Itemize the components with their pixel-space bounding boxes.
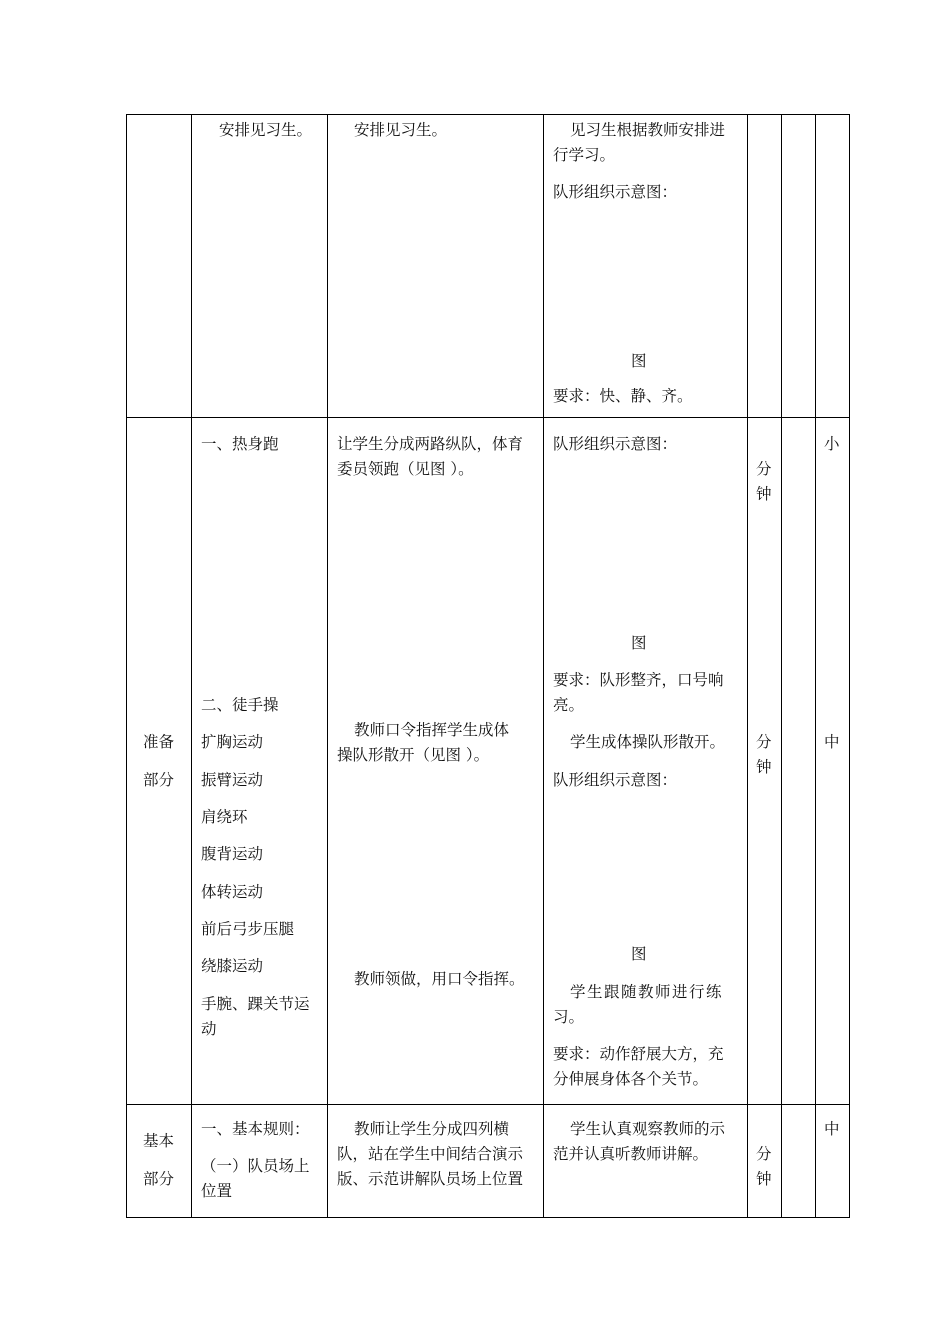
- exercise-item: 绕膝运动: [201, 957, 264, 975]
- exercise-title: 二、徒手操: [201, 696, 279, 714]
- column-divider: [191, 114, 192, 1218]
- exercise-item: 动: [201, 1020, 217, 1038]
- diagram-label: 队形组织示意图：: [553, 771, 678, 789]
- teacher-text-line: 教师口令指挥学生成体: [354, 721, 510, 739]
- diagram-label: 队形组织示意图：: [553, 435, 678, 453]
- lesson-plan-table: [126, 114, 850, 1218]
- column-divider: [126, 114, 127, 1218]
- teacher-cell-text: 安排见习生。: [354, 121, 448, 139]
- exercise-item: 前后弓步压腿: [201, 920, 295, 938]
- exercise-item: 肩绕环: [201, 808, 248, 826]
- figure-caption: 图: [631, 352, 647, 370]
- content-cell-text: 安排见习生。: [219, 121, 313, 139]
- time-unit: 分: [756, 733, 772, 751]
- diagram-label: 队形组织示意图：: [553, 183, 678, 201]
- column-divider: [543, 114, 544, 1218]
- column-divider: [747, 114, 748, 1218]
- exercise-item: 腹背运动: [201, 845, 264, 863]
- column-divider: [781, 114, 782, 1218]
- teacher-text-line: 让学生分成两路纵队，体育: [337, 435, 524, 453]
- teacher-text-line: 委员领跑（见图 ）。: [337, 460, 474, 478]
- content-text-line: 位置: [201, 1182, 233, 1200]
- time-unit: 钟: [756, 1170, 772, 1188]
- table-border-top: [126, 114, 850, 115]
- teacher-text-line: 教师领做，用口令指挥。: [354, 970, 525, 988]
- time-unit: 分: [756, 460, 772, 478]
- time-unit: 分: [756, 1145, 772, 1163]
- column-divider: [849, 114, 850, 1218]
- exercise-item: 扩胸运动: [201, 733, 264, 751]
- student-text-line: 见习生根据教师安排进: [570, 121, 726, 139]
- teacher-text-line: 教师让学生分成四列横: [354, 1120, 510, 1138]
- section-label: 基本: [143, 1132, 175, 1150]
- table-border-bottom: [126, 1217, 850, 1218]
- exercise-item: 体转运动: [201, 883, 264, 901]
- requirement-text: 要求：动作舒展大方，充: [553, 1045, 724, 1063]
- row-divider: [126, 1104, 850, 1105]
- content-text-line: （一）队员场上: [201, 1157, 310, 1175]
- requirement-text: 要求：队形整齐，口号响: [553, 671, 724, 689]
- teacher-text-line: 操队形散开（见图 ）。: [337, 746, 490, 764]
- exercise-item: 振臂运动: [201, 771, 264, 789]
- section-label: 部分: [143, 1170, 175, 1188]
- intensity-value: 中: [824, 1120, 840, 1138]
- student-text-line: 行学习。: [553, 146, 616, 164]
- requirement-text: 分伸展身体各个关节。: [553, 1070, 709, 1088]
- teacher-text-line: 版、示范讲解队员场上位置: [337, 1170, 524, 1188]
- exercise-item: 手腕、踝关节运: [201, 995, 310, 1013]
- student-text-line: 学生成体操队形散开。: [570, 733, 726, 751]
- section-label: 准备: [143, 733, 175, 751]
- warmup-title: 一、热身跑: [201, 435, 279, 453]
- content-text-line: 一、基本规则：: [201, 1120, 310, 1138]
- intensity-value: 中: [824, 733, 840, 751]
- requirement-text: 亮。: [553, 696, 585, 714]
- time-unit: 钟: [756, 485, 772, 503]
- teacher-text-line: 队，站在学生中间结合演示: [337, 1145, 524, 1163]
- student-text-line: 学生认真观察教师的示: [570, 1120, 726, 1138]
- figure-caption: 图: [631, 634, 647, 652]
- student-text-line: 范并认真听教师讲解。: [553, 1145, 709, 1163]
- column-divider: [327, 114, 328, 1218]
- student-text-line: 习。: [553, 1008, 585, 1026]
- intensity-value: 小: [824, 435, 840, 453]
- student-text-line: 学生跟随教师进行练: [570, 983, 724, 1001]
- column-divider: [815, 114, 816, 1218]
- requirement-text: 要求：快、静、齐。: [553, 387, 693, 405]
- figure-caption: 图: [631, 945, 647, 963]
- row-divider: [126, 417, 850, 418]
- time-unit: 钟: [756, 758, 772, 776]
- section-label: 部分: [143, 771, 175, 789]
